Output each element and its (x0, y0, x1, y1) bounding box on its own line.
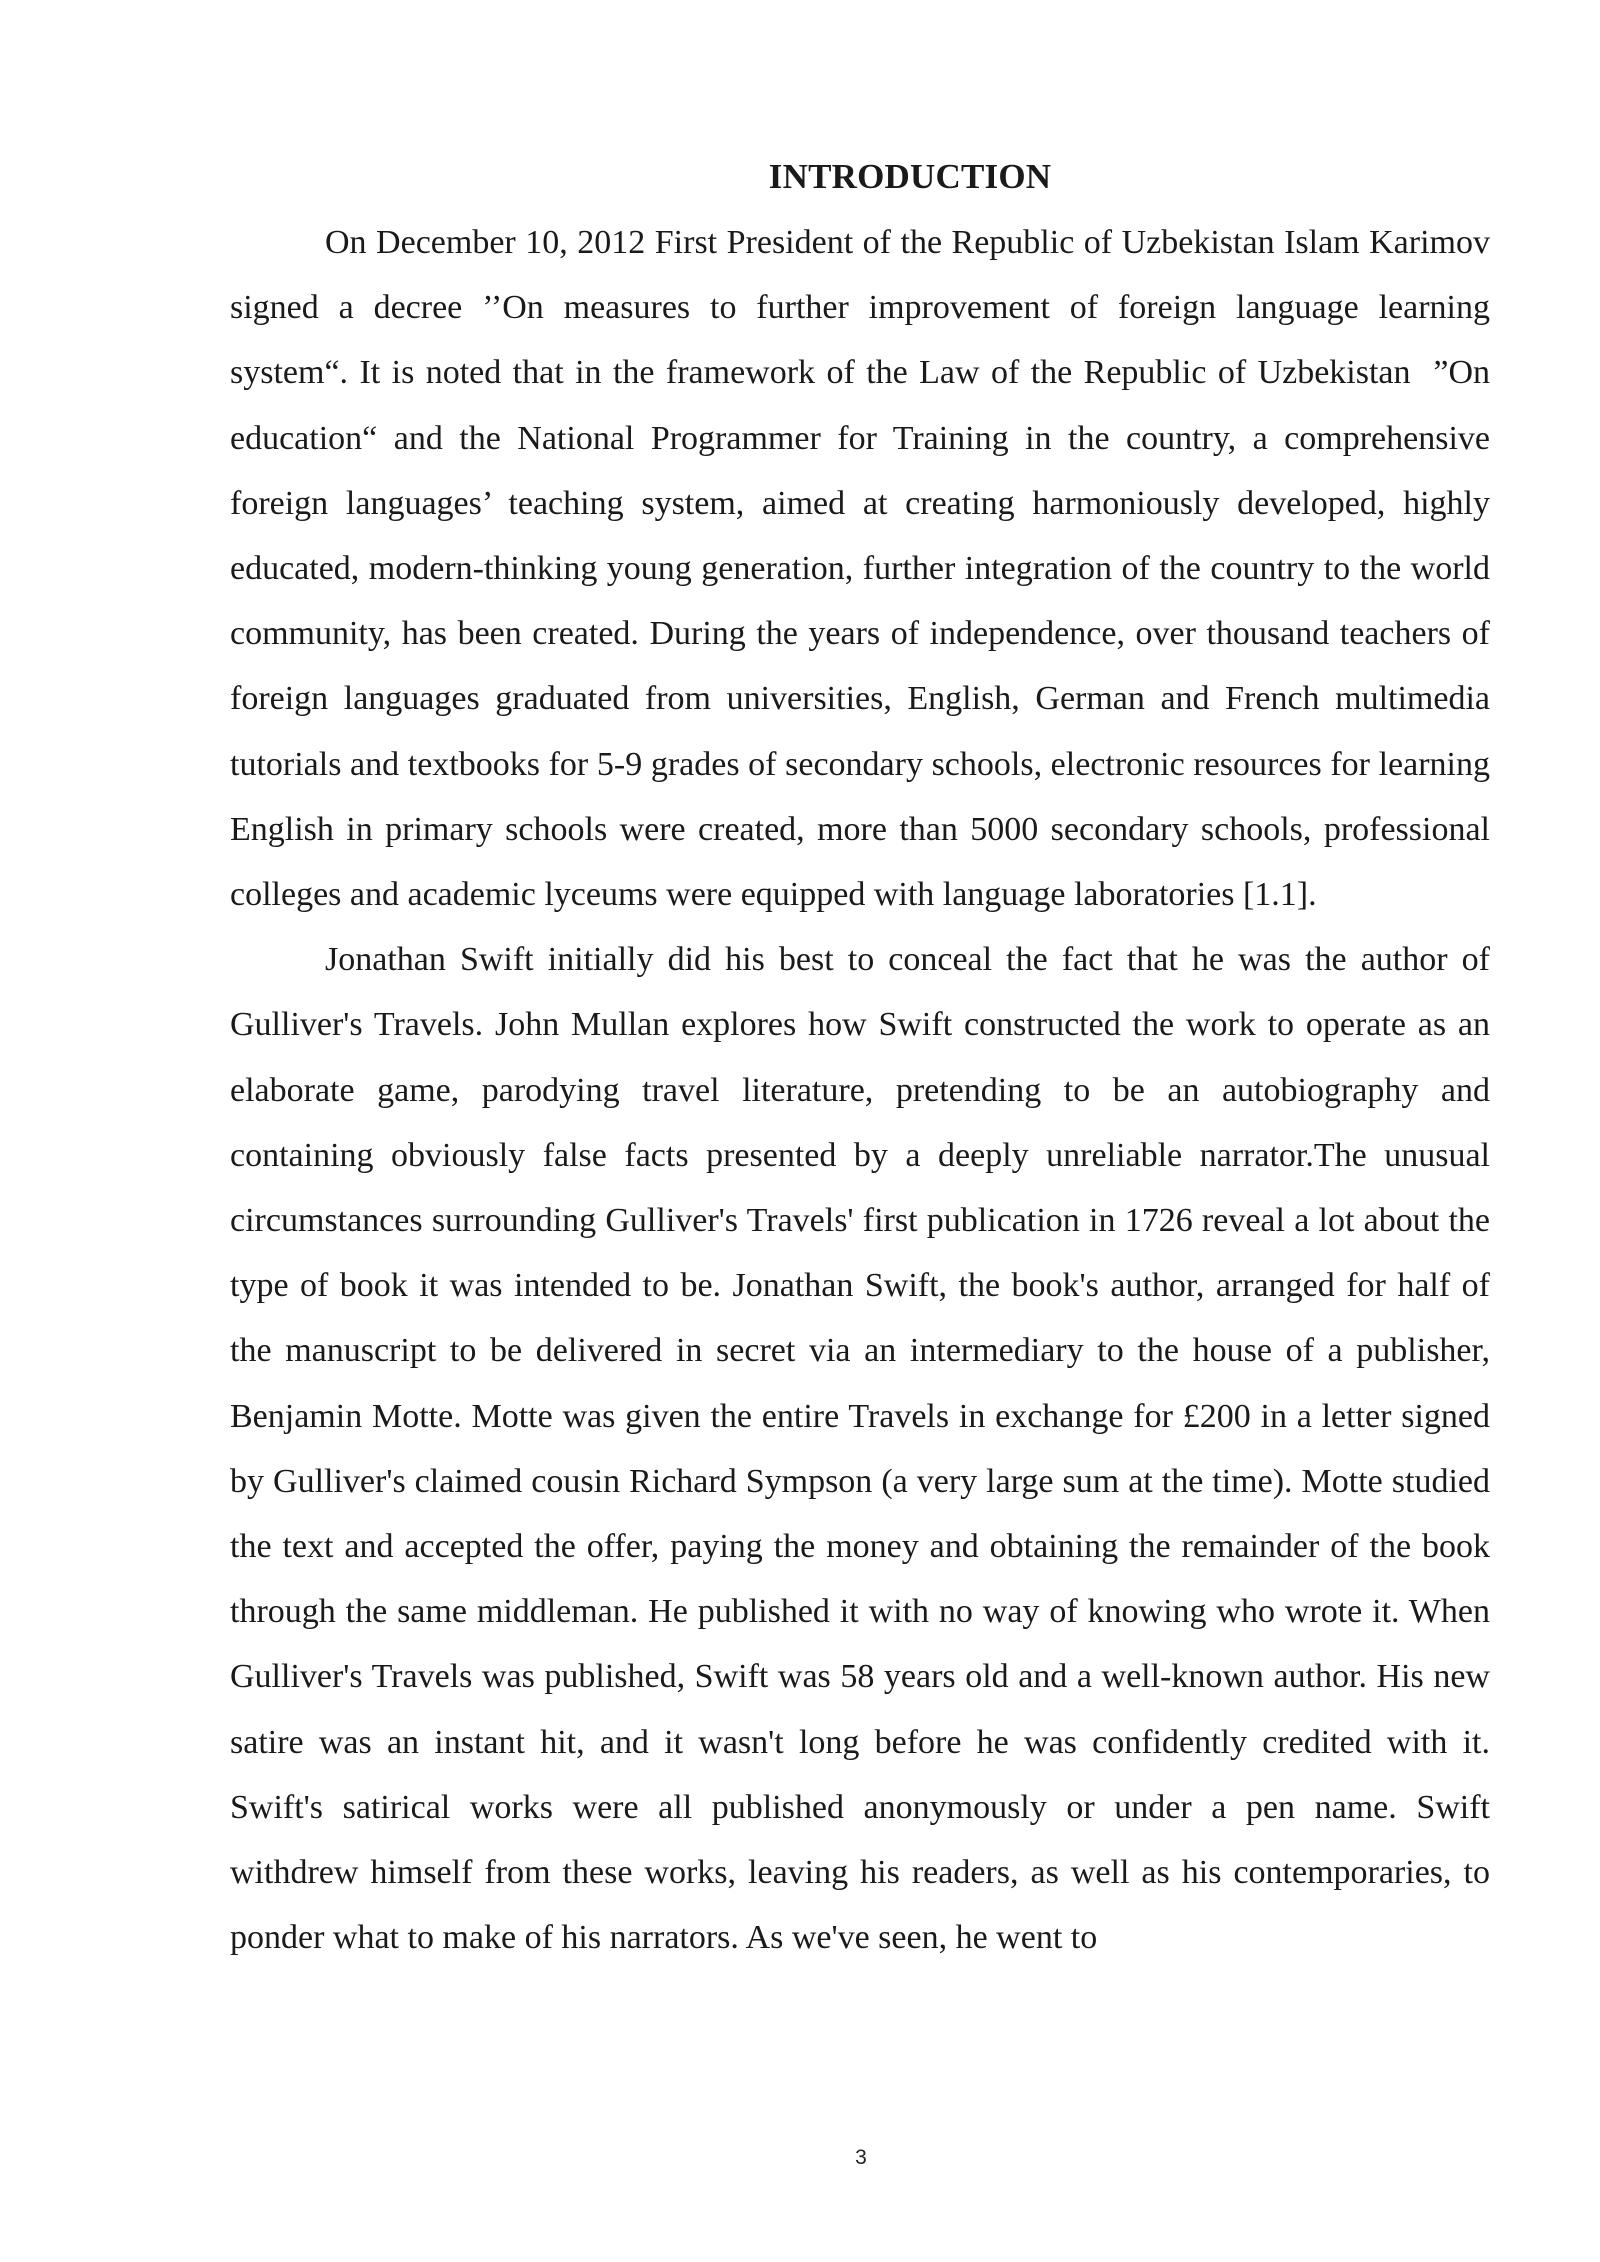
paragraph-gullivers-travels: Jonathan Swift initially did his best to conceal the fact that he was the author of Gulliver's Travels. John Mullan explores how Swift constructed the work to operate as an elaborate game, parodying travel literature, pretending to be an autobiography and containing obviously false facts presented by a deeply unreliable narrator.The unusual circumstances surrounding Gulliver's Travels' first publication in 1726 reveal a lot about the type of book it was intended to be. Jonathan Swift, the book's author, arranged for half of the manuscript to be delivered in secret via an intermediary to the house of a publisher, Benjamin Motte. Motte was given the entire Travels in exchange for £200 in a letter signed by Gulliver's claimed cousin Richard Sympson (a very large sum at the time). Motte studied the text and accepted the offer, paying the money and obtaining the remainder of the book through the same middleman. He published it with no way of knowing who wrote it. When Gulliver's Travels was published, Swift was 58 years old and a well-known author. His new satire was an instant hit, and it wasn't long before he was confidently credited with it. Swift's satirical works were all published anonymously or under a pen name. Swift withdrew himself from these works, leaving his readers, as well as his contemporaries, to ponder what to make of his narrators. As we've seen, he went to (230, 941, 1490, 1957)
paragraph-intro-decree: On December 10, 2012 First President of the Republic of Uzbekistan Islam Karimov signed a decree ’’On measures to further improvement of foreign language learning system“. It is noted that in the framework of the Law of the Republic of Uzbekistan ”On education“ and the National Programmer for Training in the country, a comprehensive foreign languages’ teaching system, aimed at creating harmoniously developed, highly educated, modern-thinking young generation, further integration of the country to the world community, has been created. During the years of independence, over thousand teachers of foreign languages graduated from universities, English, German and French multimedia tutorials and textbooks for 5-9 grades of secondary schools, electronic resources for learning English in primary schools were created, more than 5000 secondary schools, professional colleges and academic lyceums were equipped with language laboratories [1.1]. (230, 224, 1490, 914)
page-number: 3 (855, 2146, 867, 2169)
body-text (230, 210, 1490, 1970)
section-heading: INTRODUCTION (768, 157, 1052, 196)
